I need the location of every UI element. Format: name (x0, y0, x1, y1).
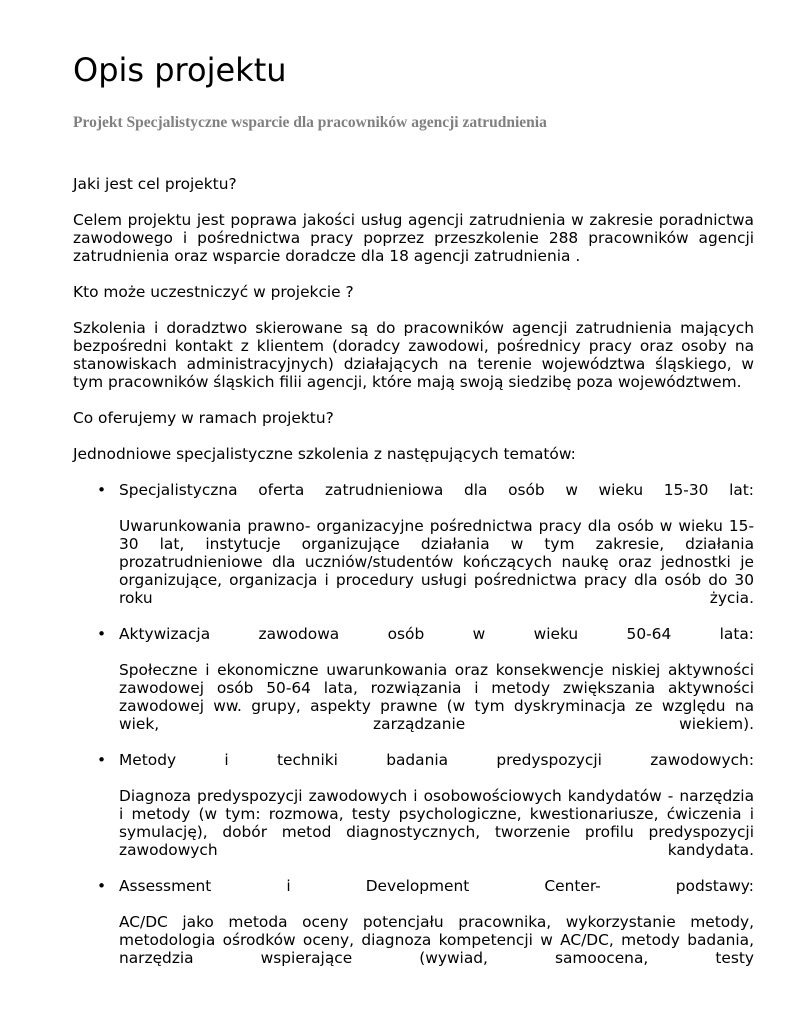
bullet-icon: • (97, 481, 107, 499)
list-item-heading: Assessment i Development Center- podstawy: (119, 877, 754, 895)
question-goal: Jaki jest cel projektu? (73, 175, 237, 193)
list-item-heading: Metody i techniki badania predyspozycji zawodowych: (119, 751, 754, 769)
question-offer: Co oferujemy w ramach projektu? (73, 409, 334, 427)
list-item (73, 877, 754, 967)
list-item-description: Społeczne i ekonomiczne uwarunkowania oraz konsekwencje niskiej aktywności zawodowej osób 50-64 lata, rozwiązania i metody zwiększania aktywności zawodowej ww. grupy, aspekty prawne (w tym dyskryminacja ze względu na wiek, zarządzanie wiekiem). (119, 661, 754, 733)
list-item (73, 481, 754, 607)
project-subtitle: Projekt Specjalistyczne wsparcie dla pracowników agencji zatrudnienia (73, 114, 547, 131)
list-item-description: AC/DC jako metoda oceny potencjału pracownika, wykorzystanie metody, metodologia ośrodków oceny, diagnoza kompetencji w AC/DC, metody badania, narzędzia wspierające (wywiad, samoocena, testy (119, 913, 754, 967)
bullet-icon: • (97, 751, 107, 769)
list-item (73, 751, 754, 859)
list-item-description: Diagnoza predyspozycji zawodowych i osobowościowych kandydatów - narzędzia i metody (w tym: rozmowa, testy psychologiczne, kwestionariusze, ćwiczenia i symulację), dobór metod diagnostycznych, tworzenie profilu predyspozycji zawodowych kandydata. (119, 787, 754, 859)
list-item (73, 625, 754, 733)
list-item-description: Uwarunkowania prawno- organizacyjne pośrednictwa pracy dla osób w wieku 15-30 lat, instytucje organizujące działania w tym zakresie, działania prozatrudnieniowe dla uczniów/studentów kończących naukę oraz jednostki je organizujące, organizacja i procedury usługi pośrednictwa pracy dla osób do 30 roku życia. (119, 517, 754, 607)
document-body (73, 175, 754, 985)
paragraph-participants: Szkolenia i doradztwo skierowane są do pracowników agencji zatrudnienia mających bezpośredni kontakt z klientem (doradcy zawodowi, pośrednicy pracy oraz osoby na stanowiskach administracyjnych) działających na terenie województwa śląskiego, w tym pracowników śląskich filii agencji, które mają swoją siedzibę poza województwem. (73, 319, 754, 391)
bullet-icon: • (97, 625, 107, 643)
list-item-heading: Aktywizacja zawodowa osób w wieku 50-64 lata: (119, 625, 754, 643)
page-title: Opis projektu (73, 51, 287, 89)
paragraph-offer-intro: Jednodniowe specjalistyczne szkolenia z następujących tematów: (73, 445, 576, 463)
paragraph-goal: Celem projektu jest poprawa jakości usług agencji zatrudnienia w zakresie poradnictwa zawodowego i pośrednictwa pracy poprzez przeszkolenie 288 pracowników agencji zatrudnienia oraz wsparcie doradcze dla 18 agencji zatrudnienia . (73, 211, 754, 265)
bullet-icon: • (97, 877, 107, 895)
list-item-heading: Specjalistyczna oferta zatrudnieniowa dla osób w wieku 15-30 lat: (119, 481, 754, 499)
training-list (73, 481, 754, 967)
question-participants: Kto może uczestniczyć w projekcie ? (73, 283, 354, 301)
